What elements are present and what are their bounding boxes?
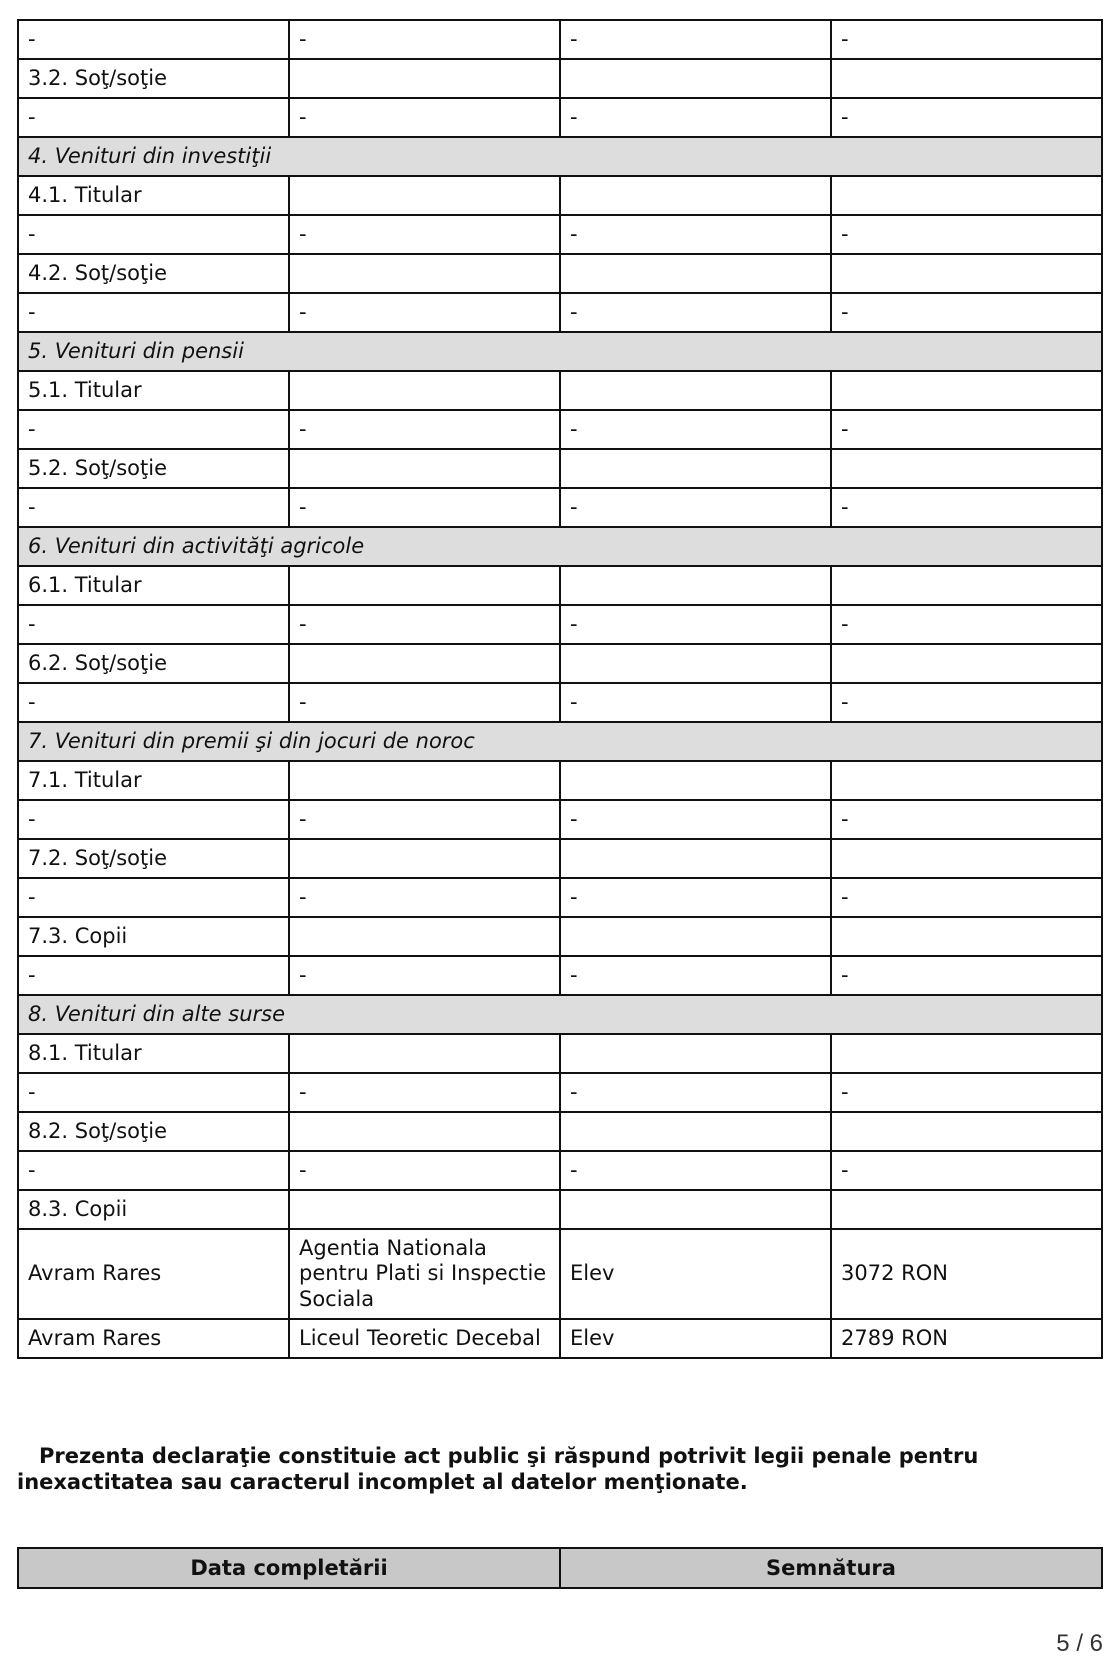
service-cell: Elev bbox=[560, 1229, 831, 1319]
income-amount-cell: - bbox=[831, 1073, 1102, 1112]
empty-cell bbox=[560, 1034, 831, 1073]
service-cell: - bbox=[560, 98, 831, 137]
empty-cell bbox=[289, 644, 560, 683]
source-cell: - bbox=[289, 683, 560, 722]
empty-cell bbox=[289, 449, 560, 488]
page-number: 5 / 6 bbox=[1056, 1630, 1103, 1657]
empty-entry-row bbox=[18, 98, 1102, 137]
section-title: 4. Venituri din investiţii bbox=[18, 137, 1102, 176]
section-header-row bbox=[18, 995, 1102, 1034]
service-cell: - bbox=[560, 956, 831, 995]
empty-cell bbox=[831, 566, 1102, 605]
source-cell: - bbox=[289, 410, 560, 449]
subsection-row bbox=[18, 254, 1102, 293]
empty-entry-row bbox=[18, 488, 1102, 527]
subsection-row bbox=[18, 59, 1102, 98]
empty-cell bbox=[831, 761, 1102, 800]
subsection-label: 8.1. Titular bbox=[18, 1034, 289, 1073]
section-title: 8. Venituri din alte surse bbox=[18, 995, 1102, 1034]
empty-entry-row bbox=[18, 215, 1102, 254]
empty-cell bbox=[831, 59, 1102, 98]
signature-table bbox=[17, 1547, 1103, 1589]
source-cell: - bbox=[289, 800, 560, 839]
section-header-row bbox=[18, 722, 1102, 761]
beneficiary-cell: - bbox=[18, 98, 289, 137]
beneficiary-cell: - bbox=[18, 683, 289, 722]
empty-cell bbox=[560, 59, 831, 98]
empty-entry-row bbox=[18, 800, 1102, 839]
section-header-row bbox=[18, 137, 1102, 176]
empty-entry-row bbox=[18, 1151, 1102, 1190]
subsection-label: 8.2. Soţ/soţie bbox=[18, 1112, 289, 1151]
subsection-row bbox=[18, 1034, 1102, 1073]
empty-cell bbox=[560, 1112, 831, 1151]
empty-cell bbox=[289, 566, 560, 605]
source-cell: Agentia Nationala pentru Plati si Inspectie Sociala bbox=[289, 1229, 560, 1319]
empty-cell bbox=[560, 1190, 831, 1229]
beneficiary-cell: - bbox=[18, 800, 289, 839]
source-cell: - bbox=[289, 605, 560, 644]
subsection-label: 8.3. Copii bbox=[18, 1190, 289, 1229]
source-cell: - bbox=[289, 215, 560, 254]
income-amount-cell: - bbox=[831, 683, 1102, 722]
empty-cell bbox=[289, 839, 560, 878]
empty-cell bbox=[831, 371, 1102, 410]
empty-cell bbox=[831, 1112, 1102, 1151]
service-cell: - bbox=[560, 800, 831, 839]
subsection-row bbox=[18, 761, 1102, 800]
subsection-label: 7.3. Copii bbox=[18, 917, 289, 956]
beneficiary-cell: - bbox=[18, 293, 289, 332]
subsection-label: 5.1. Titular bbox=[18, 371, 289, 410]
empty-cell bbox=[831, 254, 1102, 293]
subsection-row bbox=[18, 917, 1102, 956]
income-amount-cell: - bbox=[831, 878, 1102, 917]
empty-entry-row bbox=[18, 605, 1102, 644]
empty-cell bbox=[831, 449, 1102, 488]
empty-cell bbox=[831, 176, 1102, 215]
income-amount-cell: - bbox=[831, 98, 1102, 137]
beneficiary-cell: - bbox=[18, 410, 289, 449]
subsection-label: 5.2. Soţ/soţie bbox=[18, 449, 289, 488]
source-cell: - bbox=[289, 20, 560, 59]
empty-cell bbox=[831, 917, 1102, 956]
source-cell: - bbox=[289, 488, 560, 527]
empty-cell bbox=[560, 566, 831, 605]
empty-cell bbox=[560, 176, 831, 215]
subsection-label: 3.2. Soţ/soţie bbox=[18, 59, 289, 98]
empty-cell bbox=[560, 449, 831, 488]
subsection-label: 4.2. Soţ/soţie bbox=[18, 254, 289, 293]
section-title: 7. Venituri din premii şi din jocuri de noroc bbox=[18, 722, 1102, 761]
source-cell: - bbox=[289, 1073, 560, 1112]
service-cell: - bbox=[560, 605, 831, 644]
income-table-body bbox=[18, 20, 1102, 1358]
source-cell: - bbox=[289, 1151, 560, 1190]
source-cell: Liceul Teoretic Decebal bbox=[289, 1319, 560, 1358]
empty-cell bbox=[560, 917, 831, 956]
beneficiary-cell: - bbox=[18, 1151, 289, 1190]
subsection-row bbox=[18, 1112, 1102, 1151]
empty-cell bbox=[831, 644, 1102, 683]
income-amount-cell: - bbox=[831, 488, 1102, 527]
income-table bbox=[17, 19, 1103, 1359]
source-cell: - bbox=[289, 293, 560, 332]
empty-cell bbox=[289, 59, 560, 98]
source-cell: - bbox=[289, 98, 560, 137]
income-amount-cell: - bbox=[831, 20, 1102, 59]
empty-cell bbox=[289, 1190, 560, 1229]
signature-table-header bbox=[18, 1548, 1102, 1588]
section-header-row bbox=[18, 527, 1102, 566]
income-amount-cell: 2789 RON bbox=[831, 1319, 1102, 1358]
empty-cell bbox=[560, 761, 831, 800]
income-amount-cell: - bbox=[831, 1151, 1102, 1190]
subsection-row bbox=[18, 644, 1102, 683]
income-amount-cell: - bbox=[831, 956, 1102, 995]
income-amount-cell: - bbox=[831, 605, 1102, 644]
subsection-row bbox=[18, 371, 1102, 410]
empty-cell bbox=[831, 1034, 1102, 1073]
income-entry-row bbox=[18, 1319, 1102, 1358]
empty-entry-row bbox=[18, 1073, 1102, 1112]
empty-cell bbox=[289, 761, 560, 800]
source-cell: - bbox=[289, 956, 560, 995]
beneficiary-cell: - bbox=[18, 215, 289, 254]
empty-cell bbox=[289, 1112, 560, 1151]
subsection-row bbox=[18, 176, 1102, 215]
subsection-row bbox=[18, 839, 1102, 878]
income-entry-row bbox=[18, 1229, 1102, 1319]
subsection-label: 6.1. Titular bbox=[18, 566, 289, 605]
empty-entry-row bbox=[18, 20, 1102, 59]
income-amount-cell: - bbox=[831, 293, 1102, 332]
income-amount-cell: - bbox=[831, 800, 1102, 839]
service-cell: - bbox=[560, 293, 831, 332]
beneficiary-cell: - bbox=[18, 878, 289, 917]
service-cell: - bbox=[560, 683, 831, 722]
section-title: 6. Venituri din activităţi agricole bbox=[18, 527, 1102, 566]
subsection-label: 4.1. Titular bbox=[18, 176, 289, 215]
beneficiary-cell: - bbox=[18, 1073, 289, 1112]
beneficiary-cell: - bbox=[18, 605, 289, 644]
subsection-row bbox=[18, 449, 1102, 488]
beneficiary-cell: - bbox=[18, 956, 289, 995]
beneficiary-cell: Avram Rares bbox=[18, 1229, 289, 1319]
subsection-row bbox=[18, 1190, 1102, 1229]
empty-cell bbox=[560, 644, 831, 683]
empty-cell bbox=[289, 371, 560, 410]
service-cell: - bbox=[560, 410, 831, 449]
service-cell: - bbox=[560, 488, 831, 527]
empty-cell bbox=[289, 176, 560, 215]
empty-cell bbox=[289, 1034, 560, 1073]
income-amount-cell: 3072 RON bbox=[831, 1229, 1102, 1319]
subsection-label: 6.2. Soţ/soţie bbox=[18, 644, 289, 683]
empty-cell bbox=[289, 917, 560, 956]
section-title: 5. Venituri din pensii bbox=[18, 332, 1102, 371]
declaration-statement: Prezenta declaraţie constituie act public şi răspund potrivit legii penale pentru inexactitatea sau caracterul incomplet al datelor menţionate. bbox=[17, 1444, 979, 1495]
empty-entry-row bbox=[18, 878, 1102, 917]
income-amount-cell: - bbox=[831, 215, 1102, 254]
service-cell: - bbox=[560, 215, 831, 254]
empty-entry-row bbox=[18, 956, 1102, 995]
service-cell: - bbox=[560, 878, 831, 917]
signature-label: Semnătura bbox=[560, 1548, 1102, 1588]
empty-entry-row bbox=[18, 683, 1102, 722]
subsection-label: 7.2. Soţ/soţie bbox=[18, 839, 289, 878]
service-cell: - bbox=[560, 1073, 831, 1112]
subsection-row bbox=[18, 566, 1102, 605]
empty-cell bbox=[831, 1190, 1102, 1229]
empty-cell bbox=[560, 839, 831, 878]
beneficiary-cell: - bbox=[18, 20, 289, 59]
service-cell: - bbox=[560, 20, 831, 59]
service-cell: - bbox=[560, 1151, 831, 1190]
empty-entry-row bbox=[18, 293, 1102, 332]
income-amount-cell: - bbox=[831, 410, 1102, 449]
service-cell: Elev bbox=[560, 1319, 831, 1358]
section-header-row bbox=[18, 332, 1102, 371]
empty-cell bbox=[831, 839, 1102, 878]
date-completed-label: Data completării bbox=[18, 1548, 560, 1588]
beneficiary-cell: Avram Rares bbox=[18, 1319, 289, 1358]
empty-cell bbox=[560, 371, 831, 410]
empty-entry-row bbox=[18, 410, 1102, 449]
source-cell: - bbox=[289, 878, 560, 917]
subsection-label: 7.1. Titular bbox=[18, 761, 289, 800]
beneficiary-cell: - bbox=[18, 488, 289, 527]
empty-cell bbox=[560, 254, 831, 293]
empty-cell bbox=[289, 254, 560, 293]
